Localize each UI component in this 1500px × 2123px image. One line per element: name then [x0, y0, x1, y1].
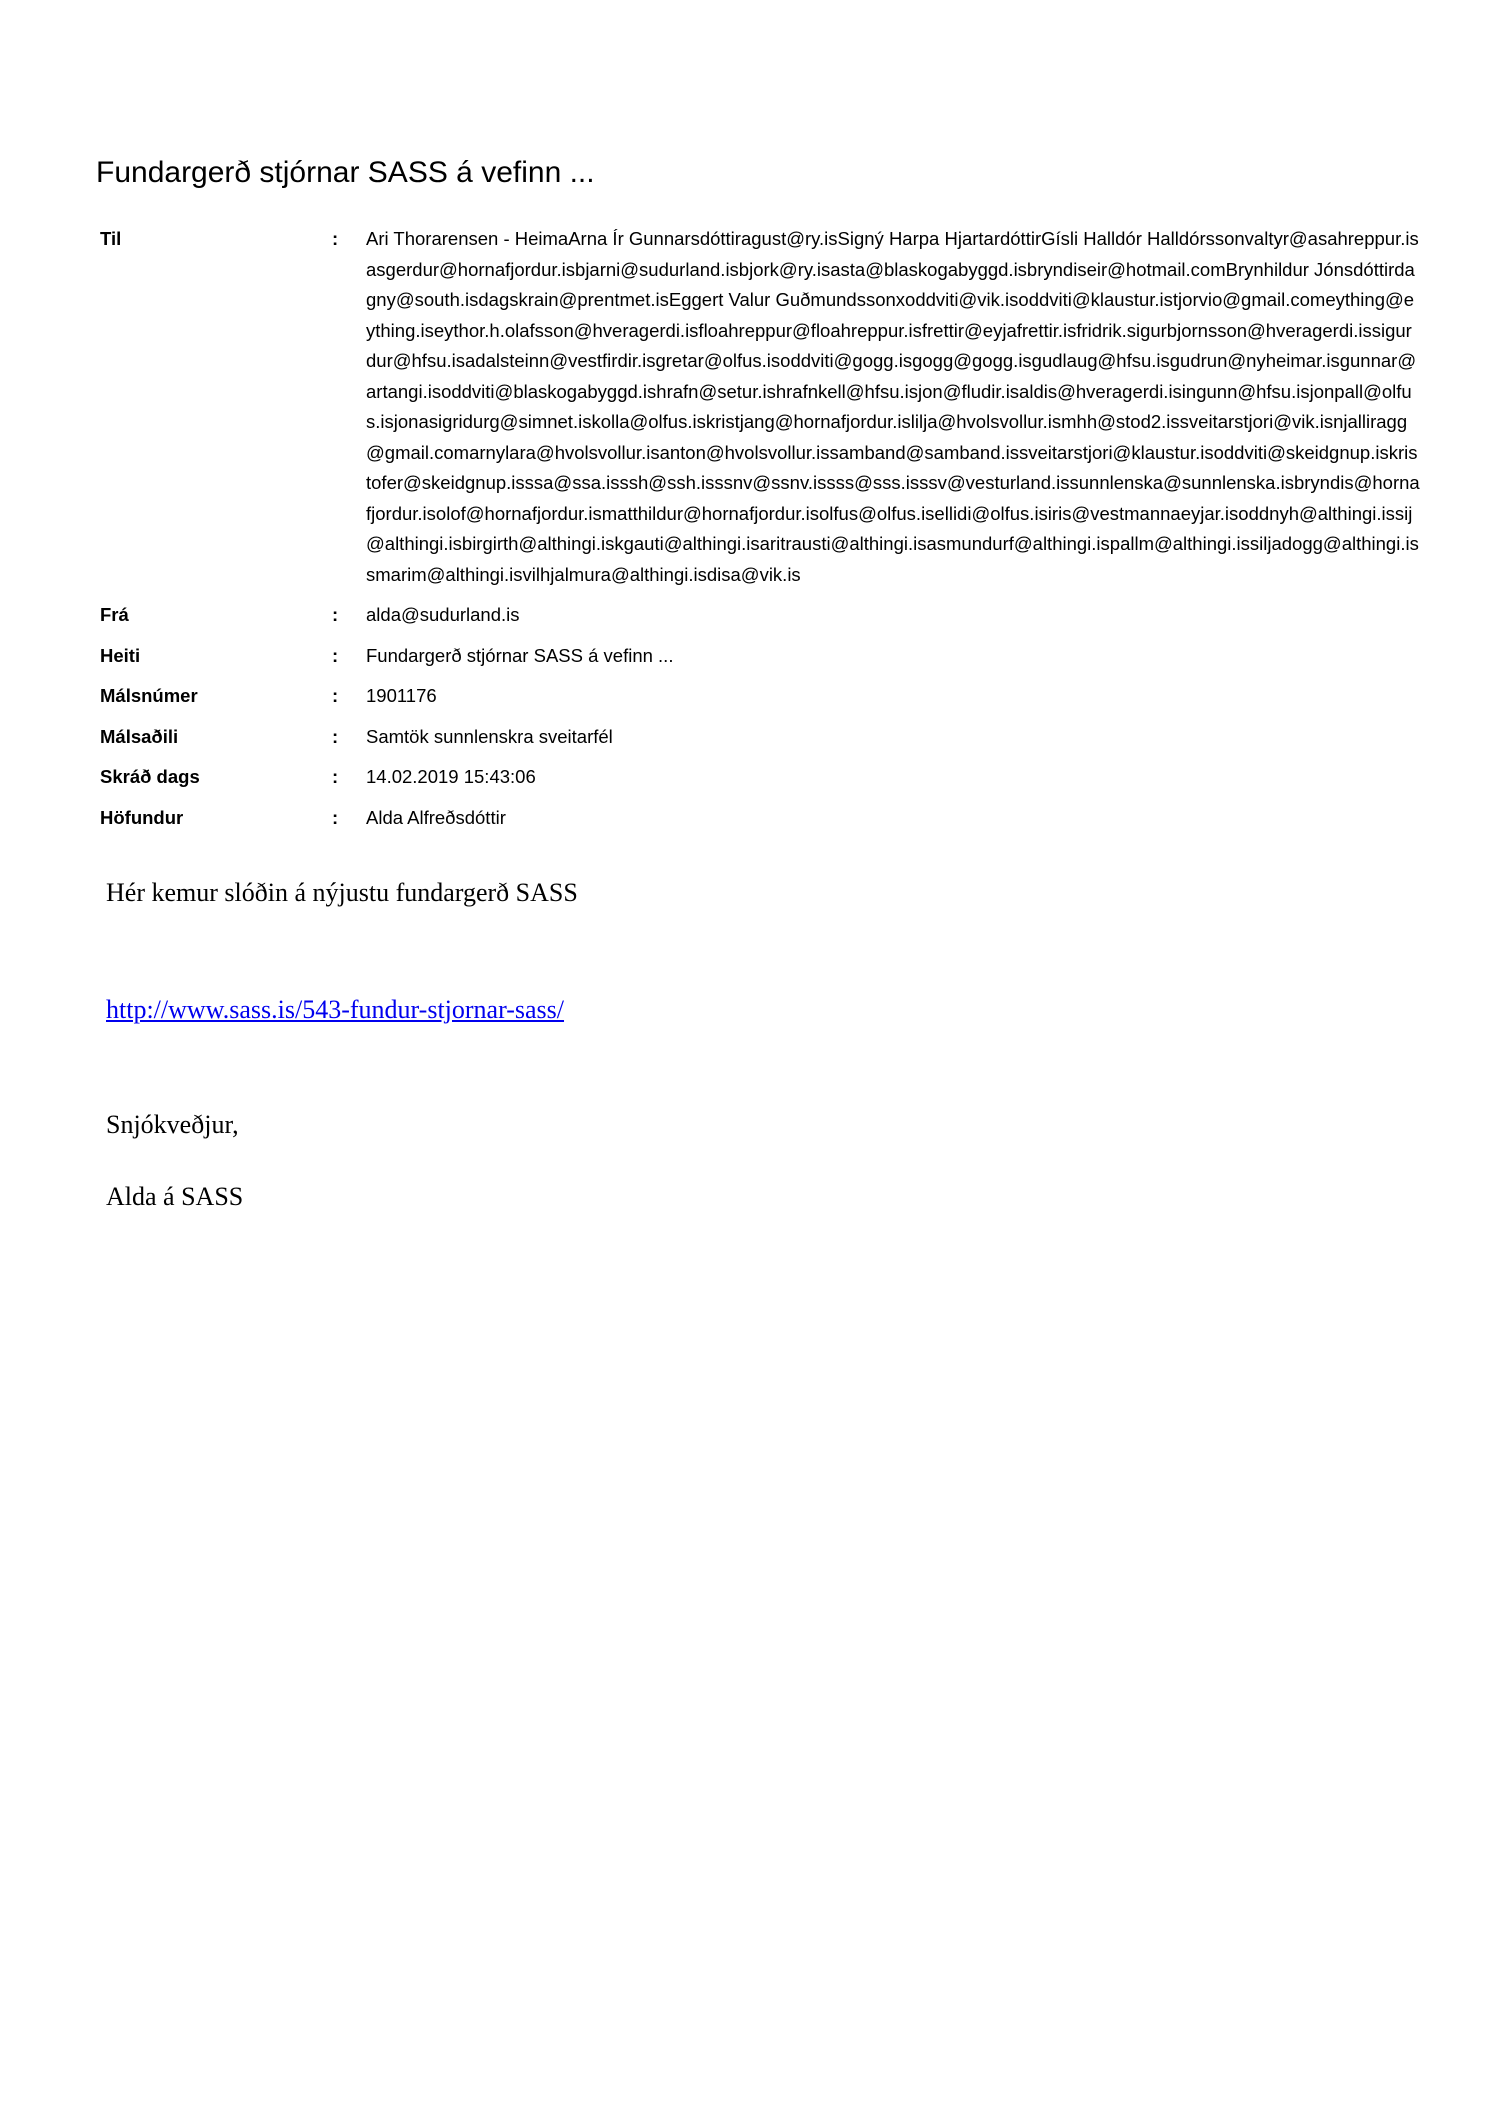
registered-date-label: Skráð dags — [100, 766, 200, 787]
from-separator: : — [332, 604, 339, 625]
from-label: Frá — [100, 604, 129, 625]
metadata-row-registered-date — [100, 762, 1420, 803]
metadata-row-to — [100, 224, 1420, 600]
message-greeting: Snjókveðjur, — [106, 1110, 239, 1139]
to-separator: : — [332, 228, 339, 249]
case-number-label: Málsnúmer — [100, 685, 198, 706]
metadata-table — [100, 224, 1420, 843]
metadata-row-from — [100, 600, 1420, 641]
meeting-minutes-link[interactable]: http://www.sass.is/543-fundur-stjornar-sass/ — [106, 995, 565, 1024]
case-party-label: Málsaðili — [100, 725, 179, 747]
metadata-row-subject — [100, 641, 1420, 682]
message-intro: Hér kemur slóðin á nýjustu fundargerð SASS — [106, 878, 578, 907]
author-label: Höfundur — [100, 806, 184, 828]
author-separator: : — [332, 806, 339, 828]
subject-label: Heiti — [100, 644, 141, 666]
page-title: Fundargerð stjórnar SASS á vefinn ... — [96, 156, 595, 189]
to-value: Ari Thorarensen - HeimaArna Ír Gunnarsdóttiragust@ry.isSigný Harpa HjartardóttirGísli Halldór Halldórssonvaltyr@asahreppur.isasgerdur@hornafjordur.isbjarni@sudurland.isbjork@ry.isasta@blaskogabyggd.isbryndiseir@hotmail.comBrynhildur Jónsdóttirdagny@south.isdagskrain@prentmet.isEggert Valur Guðmundssonxoddviti@vik.isoddviti@klaustur.istjorvio@gmail.comeything@eything.iseythor.h.olafsson@hveragerdi.isfloahreppur@floahreppur.isfrettir@eyjafrettir.isfridrik.sigurbjornsson@hveragerdi.issigurdur@hfsu.isadalsteinn@vestfirdir.isgretar@olfus.isoddviti@gogg.isgogg@gogg.isgudlaug@hfsu.isgudrun@nyheimar.isgunnar@artangi.isoddviti@blaskogabyggd.ishrafn@setur.ishrafnkell@hfsu.isjon@fludir.isaldis@hveragerdi.isingunn@hfsu.isjonpall@olfus.isjonasigridurg@simnet.iskolla@olfus.iskristjang@hornafjordur.islilja@hvolsvollur.ismhh@stod2.issveitarstjori@vik.isnjalliragg@gmail.comarnylara@hvolsvollur.isanton@hvolsvollur.issamband@samband.issveitarstjori@klaustur.isoddviti@skeidgnup.iskristofer@skeidgnup.isssa@ssa.isssh@ssh.isssnv@ssnv.issss@sss.isssv@vesturland.issunnlenska@sunnlenska.isbryndis@hornafjordur.isolof@hornafjordur.ismatthildur@hornafjordur.isolfus@olfus.isellidi@olfus.isiris@vestmannaeyjar.isoddnyh@althingi.issij@althingi.isbirgirth@althingi.iskgauti@althingi.isaritrausti@althingi.isasmundurf@althingi.ispallm@althingi.issiljadogg@althingi.issmarim@althingi.isvilhjalmura@althingi.isdisa@vik.is — [366, 228, 1420, 585]
subject-separator: : — [332, 644, 339, 666]
author-value: Alda Alfreðsdóttir — [366, 806, 506, 828]
case-number-value: 1901176 — [366, 685, 437, 706]
registered-date-separator: : — [332, 766, 339, 787]
subject-value: Fundargerð stjórnar SASS á vefinn ... — [366, 644, 674, 666]
metadata-row-case-party — [100, 722, 1420, 763]
to-label: Til — [100, 228, 122, 249]
case-number-separator: : — [332, 685, 339, 706]
from-value: alda@sudurland.is — [366, 604, 520, 625]
registered-date-value: 14.02.2019 15:43:06 — [366, 766, 536, 787]
case-party-separator: : — [332, 725, 339, 747]
message-link-wrapper — [106, 995, 564, 1025]
message-signature: Alda á SASS — [106, 1182, 244, 1211]
metadata-row-case-number — [100, 681, 1420, 722]
case-party-value: Samtök sunnlenskra sveitarfél — [366, 725, 613, 747]
metadata-row-author — [100, 803, 1420, 844]
